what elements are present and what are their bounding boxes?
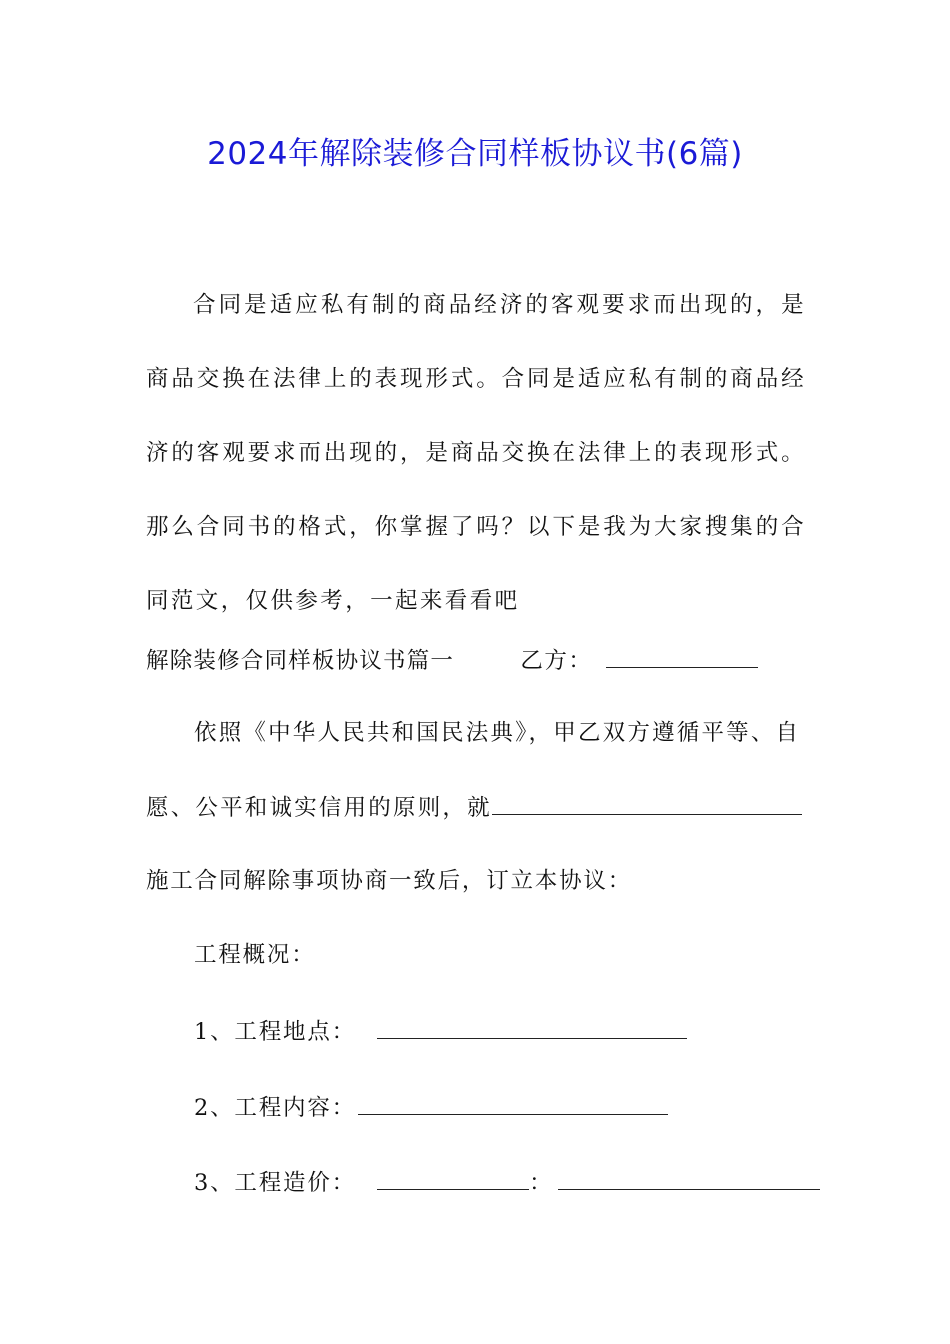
section-heading-row xyxy=(146,645,758,676)
item-2-label: 2、工程内容： xyxy=(194,1095,356,1121)
party-b-label: 乙方： xyxy=(520,648,593,674)
item-2-row xyxy=(194,1092,668,1123)
section-heading: 解除装修合同样板协议书篇一 xyxy=(146,648,455,674)
project-location-blank xyxy=(377,1016,687,1039)
item-1-row xyxy=(194,1016,687,1047)
document-title: 2024年解除装修合同样板协议书(6篇) xyxy=(207,136,743,172)
item-1-label: 1、工程地点： xyxy=(194,1019,356,1045)
basis-line-1: 依照《中华人民共和国民法典》，甲乙双方遵循平等、自 xyxy=(194,720,801,746)
project-overview-heading: 工程概况： xyxy=(194,942,316,968)
basis-line-3: 施工合同解除事项协商一致后，订立本协议： xyxy=(146,868,633,894)
item-3-separator: ： xyxy=(529,1170,552,1196)
basis-line-2-row xyxy=(146,792,802,823)
basis-line-2: 愿、公平和诚实信用的原则，就 xyxy=(146,795,492,821)
project-content-blank xyxy=(358,1092,668,1115)
item-3-row xyxy=(194,1167,820,1198)
intro-paragraph: 合同是适应私有制的商品经济的客观要求而出现的，是商品交换在法律上的表现形式。合同是适应私有制的商品经济的客观要求而出现的，是商品交换在法律上的表现形式。那么合同书的格式，你掌握了吗？以下是我为大家搜集的合同范文，仅供参考，一起来看看吧 xyxy=(146,292,806,614)
party-b-blank xyxy=(606,645,758,668)
item-3-label: 3、工程造价： xyxy=(194,1170,356,1196)
project-cost-blank-1 xyxy=(377,1167,529,1190)
project-name-blank xyxy=(492,792,802,815)
project-cost-blank-2 xyxy=(558,1167,820,1190)
